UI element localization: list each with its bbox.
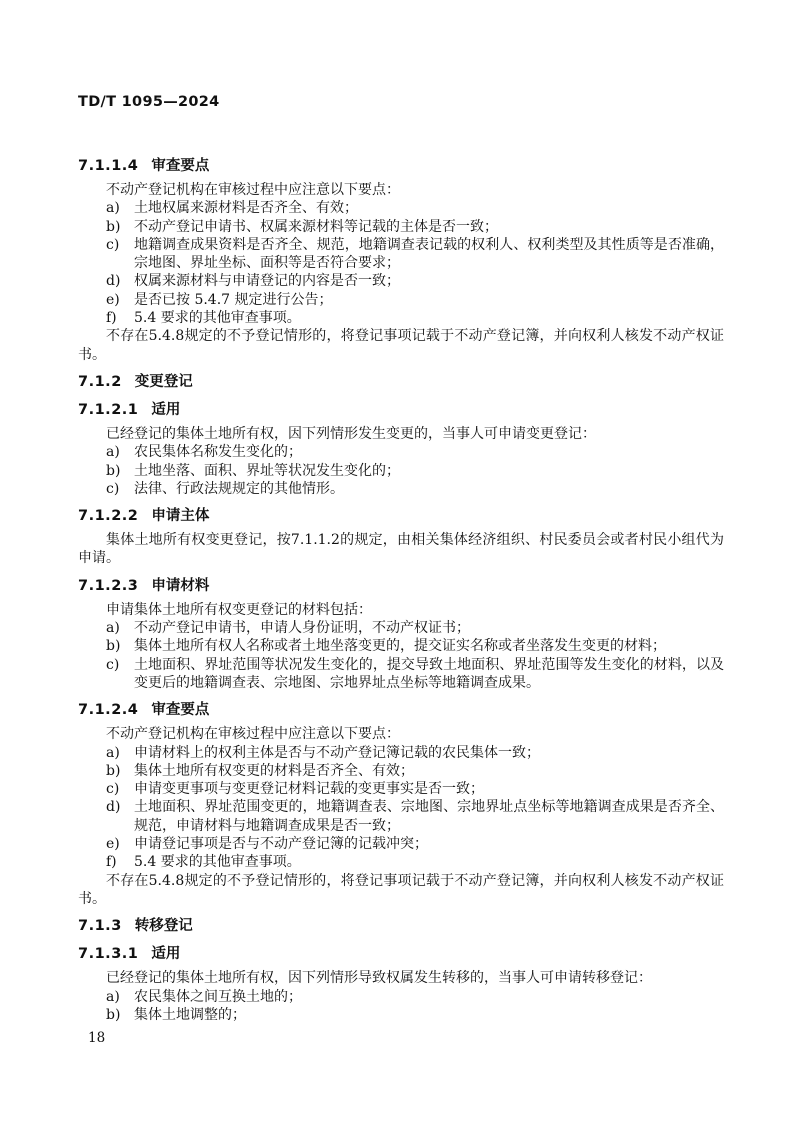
heading-title: 审查要点 [151,158,210,174]
list-item-label: b) [106,762,121,779]
section-heading [78,401,724,420]
heading-number: 7.1.2 [78,373,122,390]
list-item-text: 5.4 要求的其他审查事项。 [134,854,301,871]
list-item-label: d) [106,273,121,290]
list-item-text: 5.4 要求的其他审查事项。 [134,310,301,327]
heading-title: 申请主体 [151,508,210,525]
paragraph: 不动产登记机构在审核过程中应注意以下要点： [106,182,400,198]
list-item-label: f) [106,854,117,871]
section-heading [78,945,724,964]
standard-number-header: TD/T 1095—2024 [78,94,220,110]
paragraph: 不动产登记机构在审核过程中应注意以下要点： [106,726,400,743]
list-item-label: b) [106,638,121,655]
list-item [106,762,724,780]
document-body [78,157,724,1024]
heading-number: 7.1.2.3 [78,577,139,594]
heading-title: 适用 [151,401,181,418]
heading-number: 7.1.2.1 [78,401,139,418]
paragraph: 已经登记的集体土地所有权，因下列情形导致权属发生转移的，当事人可申请转移登记： [106,970,652,987]
list-item [106,835,724,853]
list-item-label: c) [106,480,120,497]
list-item-text: 农民集体名称发生变化的； [134,444,302,461]
heading-title: 转移登记 [134,918,193,935]
paragraph: 申请集体土地所有权变更登记的材料包括： [106,601,372,618]
list-item [106,291,724,309]
heading-title: 变更登记 [134,373,193,390]
list-item-text: 土地面积、界址范围变更的，地籍调查表、宗地图、宗地界址点坐标等地籍调查成果是否齐全、规范，申请材料与地籍调查成果是否一致； [134,799,724,834]
list-item-text: 不动产登记申请书、权属来源材料等记载的主体是否一致； [134,218,498,235]
list-item-text: 集体土地调整的； [134,1006,246,1023]
paragraph: 集体土地所有权变更登记，按7.1.1.2的规定，由相关集体经济组织、村民委员会或者村民小组代为申请。 [78,532,724,567]
list-item [106,309,724,327]
section-heading [78,917,724,936]
list-item [106,272,724,290]
list-item-text: 集体土地所有权人名称或者土地坐落变更的，提交证实名称或者坐落发生变更的材料； [134,638,666,655]
list-item-text: 农民集体之间互换土地的； [134,988,302,1005]
list-item-text: 权属来源材料与申请登记的内容是否一致； [134,273,400,290]
list-item [106,637,724,655]
section-heading [78,157,724,176]
list-item-label: a) [106,988,120,1005]
list-item [106,443,724,461]
list-item-text: 法律、行政法规规定的其他情形。 [134,480,344,497]
list-item-text: 地籍调查成果资料是否齐全、规范，地籍调查表记载的权利人、权利类型及其性质等是否准确，宗地图、界址坐标、面积等是否符合要求； [134,236,724,272]
list-item-text: 是否已按 5.4.7 规定进行公告； [134,291,333,308]
paragraph: 不存在5.4.8规定的不予登记情形的，将登记事项记载于不动产登记簿，并向权利人核发不动产权证书。 [78,872,724,907]
list-item [106,744,724,762]
list-item [106,218,724,236]
heading-title: 审查要点 [151,702,210,719]
paragraph: 不存在5.4.8规定的不予登记情形的，将登记事项记载于不动产登记簿，并向权利人核发不动产权证书。 [78,328,724,363]
list-item [106,798,724,835]
list-item-label: f) [106,310,117,327]
list-item [106,236,724,273]
list-item-label: b) [106,462,121,479]
heading-number: 7.1.1.4 [78,158,139,174]
list-item-label: b) [106,1006,121,1023]
section-heading [78,577,724,596]
list-item [106,988,724,1006]
section-heading [78,373,724,392]
list-item [106,199,724,217]
section-heading [78,507,724,526]
heading-number: 7.1.2.2 [78,508,139,525]
list-item-text: 土地权属来源材料是否齐全、有效； [134,200,358,217]
heading-title: 适用 [151,946,181,963]
list-item-label: a) [106,620,120,637]
list-item-label: a) [106,444,120,461]
list-item-label: c) [106,656,120,673]
list-item-label: e) [106,836,120,853]
heading-number: 7.1.3 [78,918,122,935]
list-item [106,480,724,498]
list-item-label: b) [106,218,121,235]
list-item [106,462,724,480]
list-item-label: a) [106,200,120,217]
list-item [106,780,724,798]
heading-number: 7.1.3.1 [78,946,139,963]
list-item-text: 土地面积、界址范围等状况发生变化的，提交导致土地面积、界址范围等发生变化的材料，以及变更后的地籍调查表、宗地图、宗地界址点坐标等地籍调查成果。 [134,656,724,691]
list-item [106,619,724,637]
list-item-label: c) [106,781,120,798]
paragraph: 已经登记的集体土地所有权，因下列情形发生变更的，当事人可申请变更登记： [106,425,596,442]
list-item-label: e) [106,291,120,308]
heading-title: 申请材料 [151,577,210,594]
list-item-text: 土地坐落、面积、界址等状况发生变化的； [134,462,400,479]
list-item [106,1006,724,1024]
list-item [106,656,724,693]
list-item-text: 申请变更事项与变更登记材料记载的变更事实是否一致； [134,781,484,798]
list-item-text: 集体土地所有权变更的材料是否齐全、有效； [134,762,414,779]
list-item-label: d) [106,799,121,816]
list-item-label: c) [106,236,120,253]
section-heading [78,701,724,720]
heading-number: 7.1.2.4 [78,702,139,719]
list-item [106,853,724,871]
list-item-label: a) [106,744,120,761]
list-item-text: 申请材料上的权利主体是否与不动产登记簿记载的农民集体一致； [134,744,540,761]
list-item-text: 不动产登记申请书，申请人身份证明，不动产权证书； [134,620,470,637]
page-number: 18 [88,1030,106,1046]
list-item-text: 申请登记事项是否与不动产登记簿的记载冲突； [134,836,428,853]
